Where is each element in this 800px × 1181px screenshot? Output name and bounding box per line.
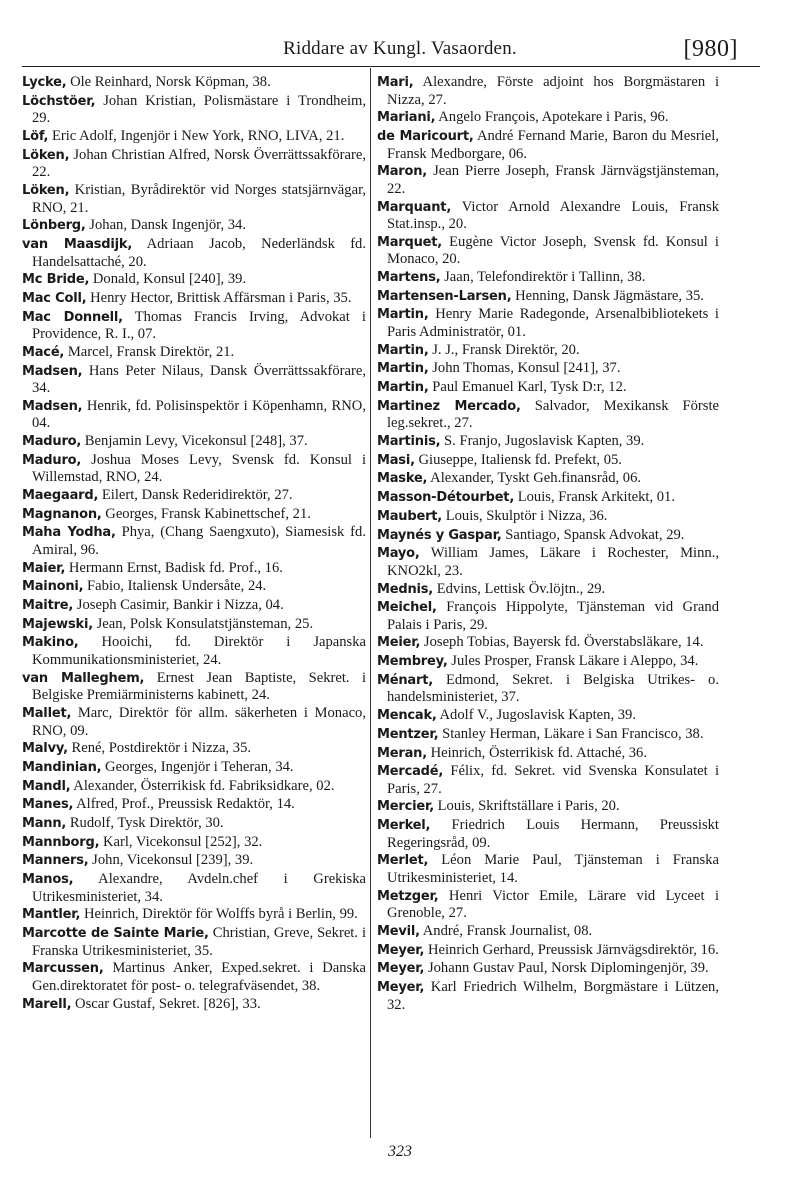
page-code: [980]	[683, 36, 738, 62]
entry-details: Georges, Ingenjör i Teheran, 34.	[101, 759, 294, 775]
entry-details: Heinrich Gerhard, Preussisk Järnvägsdirektör, 16.	[424, 941, 719, 958]
list-item	[22, 290, 366, 308]
entry-details: Adriaan Jacob, Nederländsk fd. Handelsattaché, 20.	[32, 235, 366, 270]
left-column	[22, 74, 366, 1014]
entry-surname: Meran,	[377, 745, 427, 761]
entry-surname: Mc Bride,	[22, 272, 90, 288]
entry-details: Alexandre, Avdeln.chef i Grekiska Utrikesministeriet, 34.	[32, 871, 366, 905]
entry-details: Hermann Ernst, Badisk fd. Prof., 16.	[65, 559, 283, 576]
entry-details: Oscar Gustaf, Sekret. [826], 33.	[71, 995, 261, 1012]
list-item	[22, 796, 366, 814]
entry-details: Joseph Casimir, Bankir i Nizza, 04.	[73, 597, 284, 614]
entry-surname: Mencak,	[377, 708, 437, 724]
entry-surname: Mandinian,	[22, 760, 102, 775]
entry-surname: Meyer,	[377, 942, 425, 958]
entry-surname: Marquant,	[377, 199, 452, 215]
entry-surname: Merlet,	[377, 853, 429, 869]
entry-details: Louis, Fransk Arkitekt, 01.	[514, 489, 675, 506]
entry-surname: Mainoni,	[22, 579, 84, 595]
entry-details: Johann Gustav Paul, Norsk Diplomingenjör, 39.	[424, 960, 709, 977]
list-item	[377, 798, 719, 816]
list-item	[22, 93, 366, 127]
list-item	[377, 672, 719, 706]
list-item	[22, 960, 366, 994]
list-item	[22, 996, 366, 1014]
entry-surname: Mednis,	[377, 581, 434, 597]
header-rule	[22, 66, 760, 67]
entry-surname: Martinis,	[377, 434, 441, 450]
list-item	[377, 527, 719, 545]
list-item	[377, 269, 719, 287]
entry-details: Johan Christian Alfred, Norsk Överrättssakförare, 22.	[32, 146, 366, 181]
list-item	[22, 182, 366, 216]
list-item	[377, 342, 719, 360]
entry-surname: Martin,	[377, 342, 429, 358]
list-item	[22, 852, 366, 870]
list-item	[22, 487, 366, 505]
entry-surname: Mann,	[22, 816, 67, 832]
entry-details: Heinrich, Direktör för Wolffs byrå i Berlin, 99.	[80, 906, 358, 923]
list-item	[377, 599, 719, 633]
entry-details: André, Fransk Journalist, 08.	[419, 923, 593, 939]
entry-surname: Marquet,	[377, 234, 443, 250]
entry-surname: Maron,	[377, 164, 428, 180]
entry-details: Georges, Fransk Kabinettschef, 21.	[101, 505, 311, 522]
entry-details: Henning, Dansk Jägmästare, 35.	[511, 287, 704, 304]
entry-surname: Manes,	[22, 797, 74, 813]
entry-surname: van Malleghem,	[22, 670, 145, 686]
entry-surname: Martin,	[377, 361, 429, 377]
list-item	[377, 960, 719, 978]
entry-details: Salvador, Mexikansk Förste leg.sekret., 27.	[387, 397, 719, 432]
entry-details: Edmond, Sekret. i Belgiska Utrikes- o. handelsministeriet, 37.	[387, 671, 719, 706]
column-divider	[370, 68, 371, 1138]
list-item	[22, 560, 366, 578]
entry-details: Kristian, Byrådirektör vid Norges statsjärnvägar, RNO, 21.	[32, 181, 366, 216]
entry-details: Fabio, Italiensk Undersåte, 24.	[83, 578, 267, 595]
entry-surname: Mercier,	[377, 799, 434, 815]
entry-surname: Maegaard,	[22, 488, 99, 504]
entry-details: John Thomas, Konsul [241], 37.	[428, 360, 621, 377]
entry-surname: Ménart,	[377, 672, 433, 688]
list-item	[22, 705, 366, 739]
entry-surname: Meyer,	[377, 980, 425, 996]
list-item	[22, 236, 366, 270]
entry-details: Joseph Tobias, Bayersk fd. Överstabsläkare, 14.	[420, 634, 704, 651]
list-item	[377, 128, 719, 162]
entry-details: Henry Hector, Brittisk Affärsman i Paris, 35.	[86, 289, 352, 306]
entry-details: Louis, Skulptör i Nizza, 36.	[442, 507, 608, 524]
list-item	[377, 653, 719, 671]
entry-surname: Maier,	[22, 560, 66, 576]
entry-surname: Lönberg,	[22, 218, 86, 234]
entry-surname: Makino,	[22, 635, 79, 651]
entry-details: Alexander, Österrikisk fd. Fabriksidkare, 02.	[70, 777, 335, 794]
list-item	[377, 199, 719, 233]
entry-details: Paul Emanuel Karl, Tysk D:r, 12.	[428, 379, 627, 396]
list-item	[377, 707, 719, 725]
entry-details: Karl Friedrich Wilhelm, Borgmästare i Lützen, 32.	[387, 979, 719, 1013]
entry-details: Félix, fd. Sekret. vid Svenska Konsulatet i Paris, 27.	[387, 763, 719, 797]
entry-details: Henrik, fd. Polisinspektör i Köpenhamn, RNO, 04.	[32, 397, 366, 432]
entry-surname: Masi,	[377, 452, 415, 468]
entry-details: Giuseppe, Italiensk fd. Prefekt, 05.	[414, 451, 622, 468]
list-item	[22, 670, 366, 704]
entry-surname: Maubert,	[377, 508, 443, 524]
entry-details: S. Franjo, Jugoslavisk Kapten, 39.	[440, 433, 645, 450]
right-column	[377, 74, 719, 1014]
list-item	[377, 163, 719, 197]
entry-surname: Löchstöer,	[22, 93, 96, 109]
running-header	[0, 36, 800, 66]
entry-details: Ole Reinhard, Norsk Köpman, 38.	[66, 74, 271, 90]
entry-details: William James, Läkare i Rochester, Minn., KNO2kl, 23.	[387, 545, 719, 579]
entry-surname: Löken,	[22, 182, 70, 198]
list-item	[377, 979, 719, 1013]
entry-surname: Marcussen,	[22, 961, 104, 977]
entry-surname: Maitre,	[22, 598, 74, 614]
list-item	[22, 363, 366, 397]
entry-surname: Lycke,	[22, 75, 67, 90]
list-item	[22, 834, 366, 852]
list-item	[377, 489, 719, 507]
entry-details: Hooichi, fd. Direktör i Japanska Kommunikationsministeriet, 24.	[32, 634, 366, 669]
entry-surname: Löf,	[22, 128, 49, 144]
entry-details: René, Postdirektör i Nizza, 35.	[67, 740, 252, 757]
list-item	[377, 726, 719, 744]
list-item	[22, 506, 366, 524]
entry-surname: Meyer,	[377, 961, 425, 977]
entry-details: Edvins, Lettisk Öv.löjtn., 29.	[433, 580, 606, 597]
entry-details: François Hippolyte, Tjänsteman vid Grand Palais i Paris, 29.	[387, 599, 719, 633]
list-item	[22, 433, 366, 451]
list-item	[377, 470, 719, 488]
list-item	[377, 852, 719, 886]
list-item	[22, 271, 366, 289]
entry-surname: Majewski,	[22, 616, 93, 632]
entry-details: Alexander, Tyskt Geh.finansråd, 06.	[427, 470, 642, 487]
entry-surname: de Maricourt,	[377, 128, 474, 144]
list-item	[22, 344, 366, 362]
list-item	[22, 925, 366, 959]
entry-surname: Martensen-Larsen,	[377, 288, 512, 304]
entry-details: Henri Victor Emile, Lärare vid Lyceet i Grenoble, 27.	[387, 887, 719, 922]
entry-details: Eugène Victor Joseph, Svensk fd. Konsul i Monaco, 20.	[387, 233, 719, 268]
list-item	[377, 923, 719, 941]
page-number: 323	[388, 1143, 412, 1160]
list-item	[377, 433, 719, 451]
list-item	[22, 759, 366, 777]
entry-details: Jean, Polsk Konsulatstjänsteman, 25.	[92, 615, 314, 632]
list-item	[377, 817, 719, 851]
list-item	[377, 763, 719, 797]
list-item	[377, 74, 719, 108]
entry-surname: Löken,	[22, 147, 70, 163]
list-item	[22, 871, 366, 905]
entry-surname: Mallet,	[22, 706, 72, 722]
entry-details: Eric Adolf, Ingenjör i New York, RNO, LIVA, 21.	[48, 127, 345, 144]
entry-details: Louis, Skriftställare i Paris, 20.	[433, 798, 620, 815]
entry-details: Henry Marie Radegonde, Arsenalbibliotekets i Paris Administratör, 01.	[387, 306, 719, 341]
entry-surname: Mandl,	[22, 778, 71, 794]
entry-surname: Martens,	[377, 270, 441, 286]
entry-surname: Martin,	[377, 307, 429, 323]
entry-surname: Maduro,	[22, 452, 82, 468]
entry-details: Eilert, Dansk Rederidirektör, 27.	[98, 487, 293, 504]
entry-details: Benjamin Levy, Vicekonsul [248], 37.	[81, 433, 308, 450]
list-item	[22, 578, 366, 596]
list-item	[377, 306, 719, 340]
entry-surname: Membrey,	[377, 654, 448, 670]
entry-details: Jean Pierre Joseph, Fransk Järnvägstjänsteman, 22.	[387, 163, 719, 197]
entry-details: Johan, Dansk Ingenjör, 34.	[85, 217, 246, 234]
entry-details: John, Vicekonsul [239], 39.	[88, 852, 254, 869]
entry-details: André Fernand Marie, Baron du Mesriel, Fransk Medborgare, 06.	[387, 127, 719, 162]
entry-details: Karl, Vicekonsul [252], 32.	[99, 833, 263, 850]
entry-details: Marc, Direktör för allm. säkerheten i Monaco, RNO, 09.	[32, 705, 366, 739]
entry-surname: Maduro,	[22, 434, 82, 450]
entry-surname: Maynés y Gaspar,	[377, 527, 502, 543]
list-item	[377, 942, 719, 960]
list-item	[377, 545, 719, 579]
list-item	[22, 309, 366, 343]
list-item	[377, 109, 719, 127]
entry-details: Ernest Jean Baptiste, Sekret. i Belgiske Premiärministerns kabinett, 24.	[32, 669, 367, 704]
entry-surname: Manos,	[22, 872, 74, 888]
list-item	[22, 524, 366, 558]
entry-surname: Mariani,	[377, 110, 436, 126]
list-item	[22, 906, 366, 924]
entry-surname: Mannborg,	[22, 834, 100, 850]
entry-surname: Madsen,	[22, 363, 83, 379]
entry-surname: Mayo,	[377, 546, 420, 562]
entry-surname: Meier,	[377, 635, 421, 651]
entry-details: Hans Peter Nilaus, Dansk Överrättssakförare, 34.	[32, 362, 366, 397]
entry-surname: Martinez Mercado,	[377, 398, 521, 414]
list-item	[22, 398, 366, 432]
list-item	[377, 508, 719, 526]
list-item	[377, 288, 719, 306]
list-item	[377, 888, 719, 922]
list-item	[22, 815, 366, 833]
entry-details: J. J., Fransk Direktör, 20.	[428, 341, 580, 358]
list-item	[377, 745, 719, 763]
list-item	[377, 398, 719, 432]
entry-surname: Malvy,	[22, 741, 68, 757]
list-item	[22, 634, 366, 668]
entry-details: Martinus Anker, Exped.sekret. i Danska Gen.direktoratet för post- o. telegrafväsendet, 38.	[32, 960, 366, 994]
list-item	[22, 778, 366, 796]
entry-details: Johan Kristian, Polismästare i Trondheim, 29.	[32, 92, 366, 127]
entry-details: Alexandre, Förste adjoint hos Borgmästaren i Nizza, 27.	[387, 74, 719, 108]
entry-surname: van Maasdijk,	[22, 236, 133, 252]
entry-surname: Masson-Détourbet,	[377, 490, 515, 506]
list-item	[377, 360, 719, 378]
list-item	[22, 597, 366, 615]
entry-surname: Macé,	[22, 344, 65, 360]
entry-details: Jules Prosper, Fransk Läkare i Aleppo, 34.	[447, 653, 699, 670]
entry-details: Stanley Herman, Läkare i San Francisco, 38.	[438, 725, 704, 742]
entry-details: Christian, Greve, Sekret. i Franska Utrikesministeriet, 35.	[32, 925, 366, 959]
entry-surname: Meichel,	[377, 600, 437, 616]
entry-details: Adolf V., Jugoslavisk Kapten, 39.	[436, 707, 636, 724]
entry-surname: Mevil,	[377, 924, 420, 939]
entry-details: Joshua Moses Levy, Svensk fd. Konsul i Willemstad, RNO, 24.	[32, 451, 366, 486]
entry-surname: Maha Yodha,	[22, 525, 116, 541]
entry-surname: Mantler,	[22, 907, 81, 923]
list-item	[22, 217, 366, 235]
list-item	[22, 128, 366, 146]
entry-surname: Magnanon,	[22, 506, 102, 522]
entry-surname: Marcotte de Sainte Marie,	[22, 926, 209, 942]
entry-details: Victor Arnold Alexandre Louis, Fransk Stat.insp., 20.	[387, 198, 719, 233]
entry-details: Alfred, Prof., Preussisk Redaktör, 14.	[73, 796, 295, 813]
entry-surname: Mercadé,	[377, 764, 444, 780]
entry-details: Léon Marie Paul, Tjänsteman i Franska Utrikesministeriet, 14.	[387, 852, 719, 887]
entry-details: Thomas Francis Irving, Advokat i Providence, R. I., 07.	[32, 308, 366, 343]
entry-details: Heinrich, Österrikisk fd. Attaché, 36.	[426, 744, 648, 761]
entry-surname: Mac Coll,	[22, 290, 87, 306]
entry-surname: Martin,	[377, 380, 429, 396]
entry-details: Rudolf, Tysk Direktör, 30.	[66, 815, 224, 832]
entry-surname: Manners,	[22, 853, 89, 869]
page-title: Riddare av Kungl. Vasaorden.	[283, 38, 517, 59]
list-item	[22, 616, 366, 634]
list-item	[377, 634, 719, 652]
entry-surname: Mari,	[377, 75, 414, 90]
entry-surname: Maske,	[377, 471, 428, 487]
entry-surname: Mentzer,	[377, 726, 439, 742]
entry-details: Jaan, Telefondirektör i Tallinn, 38.	[440, 269, 646, 286]
entry-surname: Mac Donnell,	[22, 309, 123, 325]
list-item	[22, 740, 366, 758]
entry-surname: Metzger,	[377, 888, 439, 904]
list-item	[22, 147, 366, 181]
entry-details: Santiago, Spansk Advokat, 29.	[501, 526, 685, 543]
list-item	[22, 452, 366, 486]
list-item	[377, 234, 719, 268]
entry-details: Marcel, Fransk Direktör, 21.	[64, 343, 235, 360]
list-item	[377, 379, 719, 397]
list-item	[22, 74, 366, 92]
entry-details: Donald, Konsul [240], 39.	[89, 271, 247, 288]
list-item	[377, 581, 719, 599]
entry-surname: Marell,	[22, 996, 72, 1012]
entry-details: Friedrich Louis Hermann, Preussiskt Regeringsråd, 09.	[387, 817, 719, 851]
entry-details: Angelo François, Apotekare i Paris, 96.	[435, 109, 669, 126]
entry-surname: Madsen,	[22, 398, 83, 414]
list-item	[377, 452, 719, 470]
entry-details: Phya, (Chang Saengxuto), Siamesisk fd. Amiral, 96.	[32, 524, 366, 559]
entry-surname: Merkel,	[377, 818, 431, 834]
